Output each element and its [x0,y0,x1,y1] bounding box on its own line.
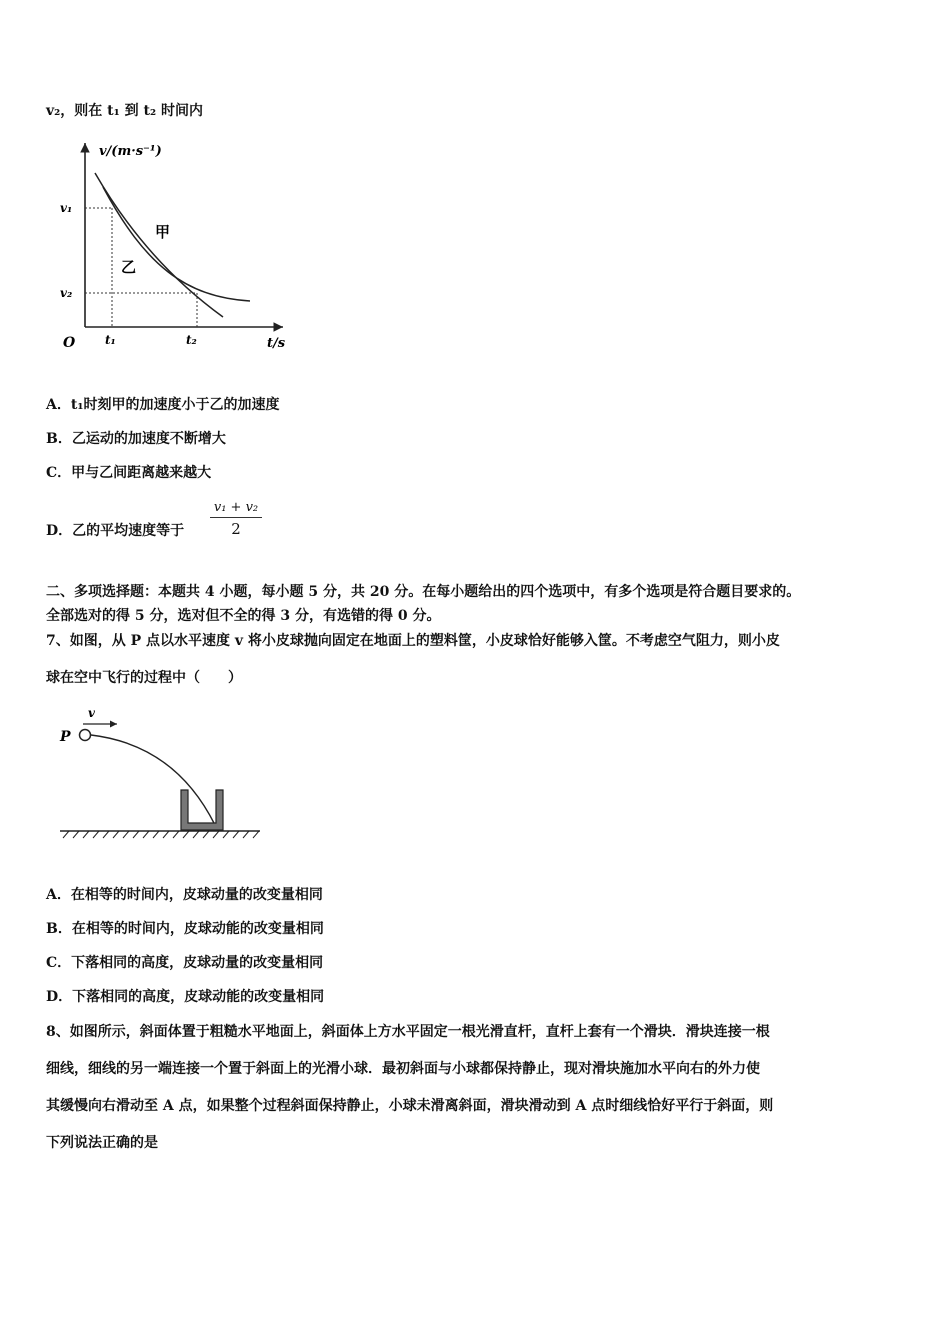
label-v: v [88,706,95,720]
q6-option-d: D．乙的平均速度等于 [46,523,185,539]
q6-option-c: C．甲与乙间距离越来越大 [46,465,212,481]
projectile-figure [55,700,265,850]
q7-stem-line-2: 球在空中飞行的过程中（ ） [46,670,242,686]
trajectory [91,735,215,825]
y-axis-label: v/(m·s⁻¹) [99,144,162,159]
curve-yi [103,187,250,301]
continued-question-line: v₂，则在 t₁ 到 t₂ 时间内 [46,103,203,119]
basket [181,790,223,830]
q8-stem-line-2: 细线，细线的另一端连接一个置于斜面上的光滑小球．最初斜面与小球都保持静止，现对滑块施加水平向右的外力使 [46,1061,760,1077]
ground-hatching [63,831,259,838]
q7-option-c: C．下落相同的高度，皮球动量的改变量相同 [46,955,324,971]
label-yi: 乙 [121,258,137,276]
average-velocity-fraction [210,500,262,538]
fraction-numerator: v₁ + v₂ [210,500,262,518]
q7-option-a: A．在相等的时间内，皮球动量的改变量相同 [46,887,323,903]
q6-option-a: A．t₁时刻甲的加速度小于乙的加速度 [46,397,280,413]
q8-stem-line-1: 8、如图所示，斜面体置于粗糙水平地面上，斜面体上方水平固定一根光滑直杆，直杆上套有一个滑块．滑块连接一根 [46,1024,770,1040]
q8-stem-line-3: 其缓慢向右滑动至 A 点，如果整个过程斜面保持静止，小球未滑离斜面，滑块滑动到 A 点时细线恰好平行于斜面，则 [46,1098,774,1114]
fraction-denominator: 2 [231,520,241,538]
q7-stem-line-1: 7、如图，从 P 点以水平速度 v 将小皮球抛向固定在地面上的塑料筐，小皮球恰好能够入筐。不考虑空气阻力，则小皮 [46,633,780,649]
q8-stem-line-4: 下列说法正确的是 [46,1135,158,1151]
x-axis-label: t/s [267,336,286,351]
label-jia: 甲 [155,223,171,241]
v1-tick-label: v₁ [60,201,73,215]
v2-tick-label: v₂ [60,286,73,300]
t2-tick-label: t₂ [186,333,197,347]
q7-option-d: D．下落相同的高度，皮球动能的改变量相同 [46,989,325,1005]
curve-jia [95,173,223,317]
t1-tick-label: t₁ [105,333,116,347]
q7-option-b: B．在相等的时间内，皮球动能的改变量相同 [46,921,324,937]
velocity-time-graph [55,135,300,355]
section-2-line-1: 二、多项选择题：本题共 4 小题，每小题 5 分，共 20 分。在每小题给出的四个选项中，有多个选项是符合题目要求的。 [46,584,801,600]
section-2-line-2: 全部选对的得 5 分，选对但不全的得 3 分，有选错的得 0 分。 [46,608,441,624]
label-p: P [60,729,71,745]
origin-label: O [63,335,76,351]
ball [80,730,91,741]
q6-option-b: B．乙运动的加速度不断增大 [46,431,226,447]
